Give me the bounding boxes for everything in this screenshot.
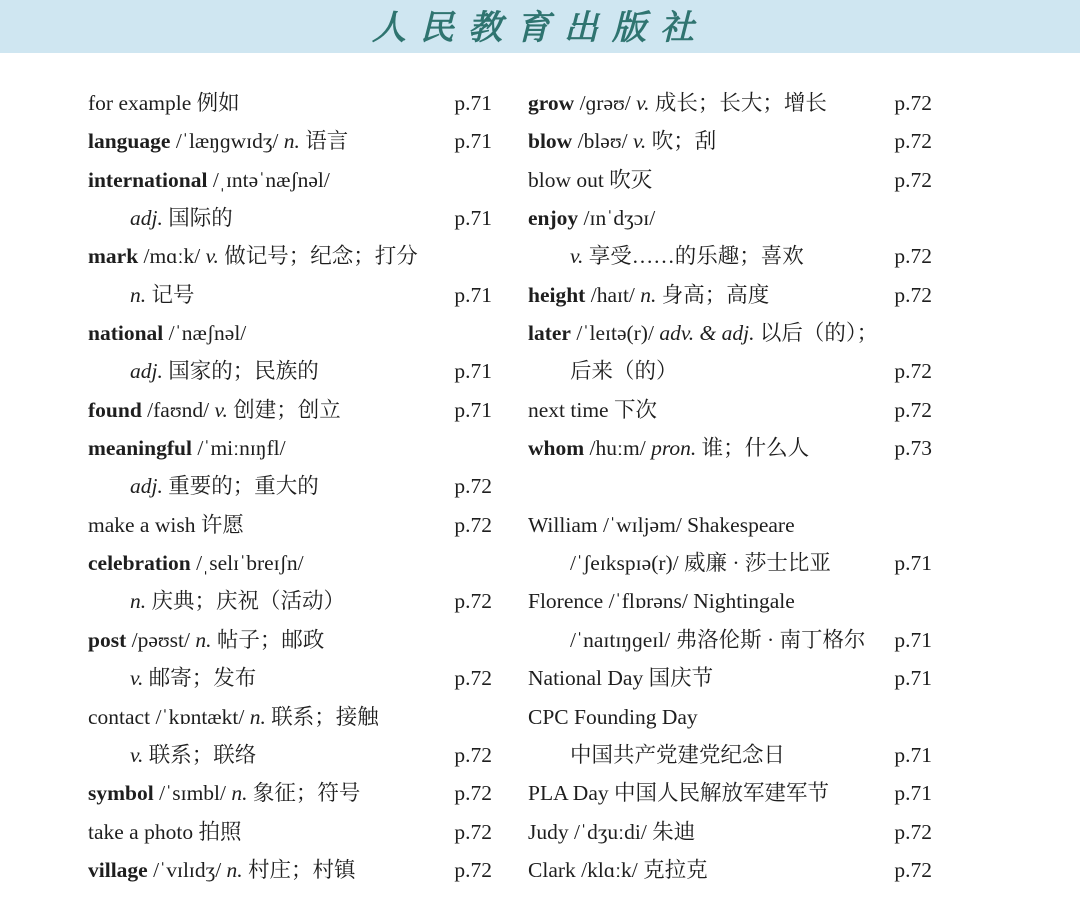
vocab-entry — [528, 429, 938, 467]
part-of-speech: n. — [231, 781, 248, 806]
part-of-speech: adv. & adj. — [659, 321, 755, 346]
vocab-entry — [528, 199, 938, 237]
entry-text — [528, 283, 769, 307]
part-of-speech: v. — [130, 742, 144, 767]
entry-plain-text: blow out 吹灭 — [528, 167, 653, 192]
page-reference: p.71 — [894, 781, 932, 806]
vocab-entry — [88, 199, 498, 237]
vocab-entry — [88, 506, 498, 544]
headword: village — [88, 857, 148, 882]
definition: 谁；什么人 — [696, 436, 810, 461]
entry-text — [528, 858, 708, 882]
vocab-entry — [88, 237, 498, 275]
page-reference: p.72 — [894, 819, 932, 844]
definition: 享受……的乐趣；喜欢 — [583, 244, 804, 269]
phonetic: /ɪnˈdʒɔɪ/ — [578, 206, 656, 231]
vocab-entry — [88, 659, 498, 697]
entry-plain-text: next time 下次 — [528, 397, 657, 422]
vocabulary-column-right — [528, 84, 938, 889]
page-reference: p.72 — [454, 589, 492, 614]
entry-text — [88, 666, 256, 690]
vocab-entry — [88, 851, 498, 889]
entry-plain-text: take a photo 拍照 — [88, 819, 242, 844]
entry-text — [528, 244, 804, 268]
vocab-entry — [88, 314, 498, 352]
headword: blow — [528, 129, 573, 154]
part-of-speech: n. — [195, 627, 212, 652]
phonetic: /mɑːk/ — [138, 244, 206, 269]
entry-text — [528, 551, 831, 575]
vocab-entry — [88, 544, 498, 582]
page-reference: p.72 — [894, 359, 932, 384]
definition: 以后（的）； — [754, 321, 879, 346]
definition: 做记号；纪念；打分 — [218, 244, 418, 269]
entry-plain-text: for example 例如 — [88, 91, 240, 115]
entry-text — [528, 168, 652, 192]
phonetic: /ˈsɪmbl/ — [153, 781, 232, 806]
page-reference: p.71 — [454, 397, 492, 422]
entry-plain-text: /ˈnaɪtɪŋɡeɪl/ 弗洛伦斯 · 南丁格尔 — [570, 627, 866, 652]
part-of-speech: v. — [205, 244, 219, 269]
page-reference: p.72 — [454, 474, 492, 499]
phonetic: /faʊnd/ — [141, 397, 215, 422]
definition: 国家的；民族的 — [162, 359, 319, 384]
vocab-entry — [528, 276, 938, 314]
entry-text — [88, 359, 319, 383]
phonetic: /ˈvɪlɪdʒ/ — [147, 857, 227, 882]
entry-text — [528, 820, 695, 844]
part-of-speech: adj. — [130, 359, 163, 384]
definition: 国际的 — [162, 206, 233, 231]
entry-text — [88, 398, 341, 422]
vocab-entry — [528, 544, 938, 582]
vocab-entry — [88, 84, 498, 122]
page-reference: p.71 — [454, 282, 492, 307]
definition: 身高；高度 — [656, 282, 770, 307]
vocab-entry — [88, 813, 498, 851]
page-reference: p.72 — [894, 282, 932, 307]
entry-text — [528, 129, 716, 153]
headword: enjoy — [528, 206, 579, 231]
entry-text — [88, 129, 348, 153]
page-reference: p.72 — [454, 666, 492, 691]
headword: language — [88, 129, 171, 154]
part-of-speech: v. — [632, 129, 647, 154]
entry-plain-text: 后来（的） — [570, 359, 678, 384]
entry-text — [88, 474, 319, 498]
phonetic: /pəʊst/ — [126, 627, 196, 652]
page-reference: p.71 — [894, 666, 932, 691]
definition: 创建；创立 — [227, 397, 341, 422]
vocab-entry — [528, 736, 938, 774]
part-of-speech: n. — [130, 589, 147, 614]
part-of-speech: v. — [130, 666, 144, 691]
entry-text — [88, 513, 244, 537]
part-of-speech: pron. — [651, 436, 697, 461]
entry-plain-text: Florence /ˈflɒrəns/ Nightingale — [528, 589, 795, 614]
entry-text — [528, 666, 713, 690]
vocab-entry — [88, 774, 498, 812]
vocab-entry — [528, 237, 938, 275]
page-reference: p.72 — [454, 742, 492, 767]
vocab-entry — [528, 813, 938, 851]
vocab-entry — [528, 774, 938, 812]
vocab-entry — [528, 621, 938, 659]
phonetic: /bləʊ/ — [572, 129, 633, 154]
definition: 联系；接触 — [265, 704, 379, 729]
headword: whom — [528, 436, 585, 461]
headword: meaningful — [88, 436, 192, 461]
entry-plain-text: CPC Founding Day — [528, 704, 698, 729]
phonetic: /ˈleɪtə(r)/ — [570, 321, 660, 346]
part-of-speech: n. — [226, 857, 243, 882]
part-of-speech: v. — [570, 244, 584, 269]
entry-text — [88, 436, 286, 460]
vocab-entry — [88, 736, 498, 774]
vocab-entry — [88, 391, 498, 429]
entry-text — [88, 820, 241, 844]
headword: symbol — [88, 781, 154, 806]
vocab-entry — [528, 352, 938, 390]
headword: international — [88, 167, 208, 192]
headword: found — [88, 397, 142, 422]
entry-text — [88, 705, 379, 729]
entry-plain-text: contact /ˈkɒntækt/ — [88, 704, 250, 729]
entry-plain-text: /ˈʃeɪkspɪə(r)/ 威廉 · 莎士比亚 — [570, 551, 831, 576]
vocab-entry — [88, 429, 498, 467]
vocab-entry — [528, 467, 938, 505]
page-reference: p.72 — [454, 512, 492, 537]
vocab-entry — [528, 314, 938, 352]
part-of-speech: adj. — [130, 474, 163, 499]
entry-text — [88, 244, 418, 268]
vocab-entry — [528, 84, 938, 122]
part-of-speech: v. — [636, 91, 650, 115]
entry-plain-text: Clark /klɑːk/ 克拉克 — [528, 857, 708, 882]
entry-plain-text: William /ˈwɪljəm/ Shakespeare — [528, 512, 795, 537]
entry-plain-text: National Day 国庆节 — [528, 666, 714, 691]
definition: 联系；联络 — [143, 742, 257, 767]
definition: 重要的；重大的 — [162, 474, 319, 499]
definition: 记号 — [146, 282, 195, 307]
entry-plain-text: make a wish 许愿 — [88, 512, 244, 537]
vocab-entry — [88, 276, 498, 314]
entry-text — [88, 206, 233, 230]
part-of-speech: n. — [249, 704, 266, 729]
vocab-entry — [88, 467, 498, 505]
page-reference: p.72 — [894, 167, 932, 192]
vocab-entry — [88, 122, 498, 160]
page-reference: p.72 — [894, 91, 932, 115]
page-reference: p.71 — [454, 206, 492, 231]
entry-text — [528, 589, 795, 613]
page-reference: p.71 — [894, 551, 932, 576]
definition: 邮寄；发布 — [143, 666, 257, 691]
header-banner — [0, 0, 1080, 53]
publisher-logo: 人民教育出版社 — [372, 8, 708, 48]
entry-text — [528, 743, 785, 767]
part-of-speech: n. — [283, 129, 300, 154]
entry-text — [528, 206, 655, 230]
page-reference: p.72 — [454, 819, 492, 844]
headword: national — [88, 321, 164, 346]
page-reference: p.71 — [454, 129, 492, 154]
vocab-entry — [528, 659, 938, 697]
page-reference: p.72 — [454, 781, 492, 806]
vocab-entry — [88, 621, 498, 659]
page-reference: p.72 — [894, 857, 932, 882]
phonetic: /ˌselɪˈbreɪʃn/ — [190, 551, 304, 576]
page-reference: p.71 — [894, 742, 932, 767]
phonetic: /huːm/ — [584, 436, 652, 461]
vocab-entry — [88, 352, 498, 390]
definition: 语言 — [299, 129, 349, 154]
entry-text — [88, 858, 356, 882]
definition: 庆典；庆祝（活动） — [146, 589, 346, 614]
entry-plain-text: PLA Day 中国人民解放军建军节 — [528, 781, 830, 806]
phonetic: /ˈmiːnɪŋfl/ — [191, 436, 286, 461]
page-reference: p.71 — [894, 627, 932, 652]
headword: grow — [528, 91, 575, 115]
definition: 象征；符号 — [247, 781, 361, 806]
definition: 村庄；村镇 — [242, 857, 356, 882]
definition: 帖子；邮政 — [211, 627, 325, 652]
entry-text — [88, 91, 240, 115]
headword: later — [528, 321, 571, 346]
page-reference: p.71 — [454, 91, 492, 115]
page-reference: p.72 — [894, 129, 932, 154]
vocab-entry — [88, 582, 498, 620]
entry-plain-text: 中国共产党建党纪念日 — [570, 742, 786, 767]
vocab-entry — [88, 698, 498, 736]
entry-text — [528, 398, 657, 422]
phonetic: /haɪt/ — [585, 282, 641, 307]
entry-text — [88, 321, 246, 345]
definition: 吹；刮 — [646, 129, 717, 154]
vocab-entry — [528, 161, 938, 199]
definition: 成长；长大；增长 — [649, 91, 827, 115]
headword: mark — [88, 244, 139, 269]
part-of-speech: n. — [640, 282, 657, 307]
entry-plain-text: Judy /ˈdʒuːdi/ 朱迪 — [528, 819, 696, 844]
page-reference: p.71 — [454, 359, 492, 384]
entry-text — [88, 589, 345, 613]
entry-text — [528, 359, 678, 383]
vocab-entry — [528, 698, 938, 736]
part-of-speech: v. — [214, 397, 228, 422]
entry-text — [528, 436, 809, 460]
page-reference: p.72 — [894, 397, 932, 422]
phonetic: /ˈlæŋɡwɪdʒ/ — [170, 129, 284, 154]
entry-text — [528, 513, 795, 537]
entry-text — [88, 283, 195, 307]
vocab-entry — [528, 582, 938, 620]
entry-text — [88, 743, 256, 767]
vocab-entry — [88, 161, 498, 199]
phonetic: /ˈnæʃnəl/ — [163, 321, 247, 346]
headword: height — [528, 282, 586, 307]
page-reference: p.73 — [894, 436, 932, 461]
page-reference: p.72 — [894, 244, 932, 269]
part-of-speech: adj. — [130, 206, 163, 231]
page-reference: p.72 — [454, 857, 492, 882]
phonetic: /ˌɪntəˈnæʃnəl/ — [207, 167, 330, 192]
entry-text — [88, 168, 330, 192]
entry-text — [88, 551, 304, 575]
entry-text — [528, 781, 829, 805]
phonetic: /ɡrəʊ/ — [574, 91, 637, 115]
entry-text — [88, 781, 360, 805]
headword: post — [88, 627, 127, 652]
entry-text — [528, 321, 878, 345]
vocab-entry — [528, 851, 938, 889]
entry-text — [528, 91, 827, 115]
vocabulary-column-left — [88, 84, 498, 889]
vocab-entry — [528, 391, 938, 429]
part-of-speech: n. — [130, 282, 147, 307]
vocab-entry — [528, 506, 938, 544]
entry-text — [528, 705, 698, 729]
vocab-entry — [528, 122, 938, 160]
entry-text — [528, 628, 865, 652]
entry-text — [88, 628, 324, 652]
headword: celebration — [88, 551, 191, 576]
